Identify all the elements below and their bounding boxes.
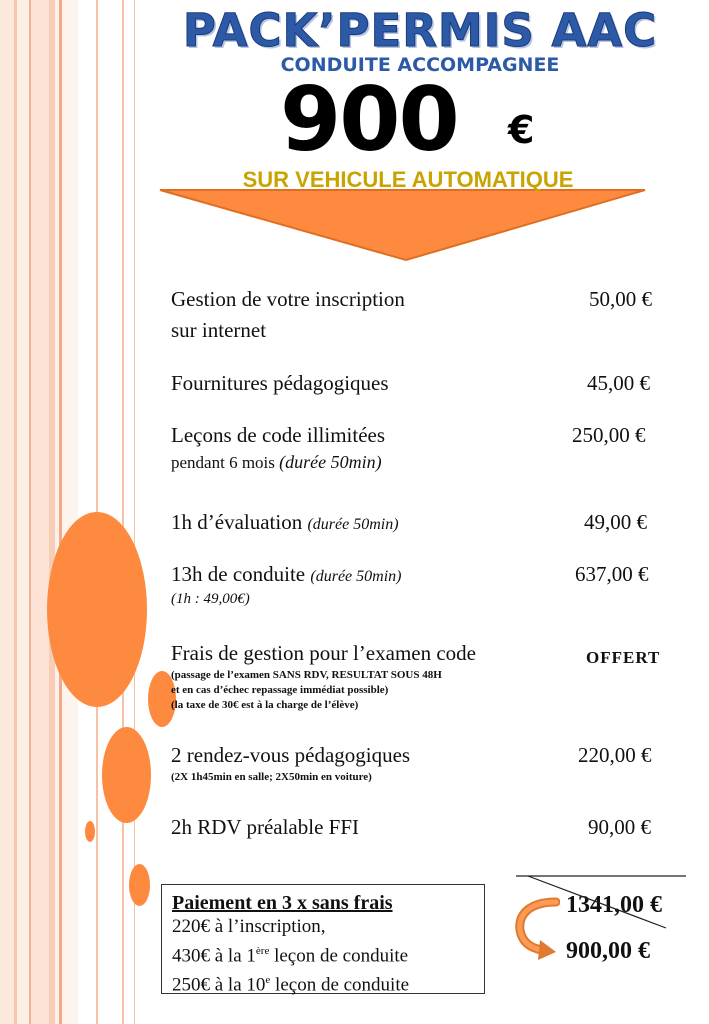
- item-amount: 250,00 €: [572, 423, 646, 447]
- headline-currency: €: [508, 108, 535, 152]
- decor-circle-medium: [102, 727, 151, 823]
- decor-stripe: [0, 0, 14, 1024]
- decor-stripe: [62, 0, 78, 1024]
- item-label-text: 13h de conduite: [171, 562, 306, 586]
- decor-stripe: [31, 0, 49, 1024]
- item-sublabel: [171, 451, 382, 474]
- payment-line-text: 250€ à la 10: [172, 974, 266, 996]
- payment-line: [172, 939, 474, 968]
- item-amount: 637,00 €: [575, 562, 649, 586]
- payment-title: Paiement en 3 x sans frais: [172, 892, 393, 914]
- item-detail: (passage de l’examen SANS RDV, RESULTAT SOUS 48H: [171, 669, 442, 681]
- item-amount-offered: OFFERT: [586, 648, 661, 667]
- item-label: Leçons de code illimitées: [171, 423, 386, 447]
- item-amount: 90,00 €: [588, 815, 651, 839]
- item-label: [171, 507, 399, 540]
- vehicle-type: SUR VEHICULE AUTOMATIQUE: [242, 167, 574, 192]
- item-label: 2h RDV préalable FFI: [171, 815, 360, 839]
- item-label-text: 1h d’évaluation: [171, 510, 303, 534]
- item-note: (1h : 49,00€): [171, 591, 250, 607]
- payment-line-sup: ère: [255, 945, 270, 957]
- item-amount: 49,00 €: [584, 510, 647, 534]
- page-title: PACK’PERMIS AAC: [182, 4, 658, 57]
- item-label: Frais de gestion pour l’examen code: [171, 641, 476, 665]
- decor-stripe: [17, 0, 29, 1024]
- item-amount: 50,00 €: [589, 287, 652, 311]
- payment-line-sup: e: [265, 974, 271, 987]
- item-detail: et en cas d’échec repassage immédiat possible): [171, 684, 389, 696]
- payment-line: 220€ à l’inscription,: [172, 916, 326, 937]
- payment-line-text: leçon de conduite: [269, 945, 409, 967]
- item-sublabel-text: pendant 6 mois: [171, 453, 275, 472]
- item-label: Fournitures pédagogiques: [171, 371, 389, 395]
- item-label: 2 rendez-vous pédagogiques: [171, 743, 411, 767]
- decor-circle-large: [47, 512, 147, 707]
- item-duration: (durée 50min): [279, 452, 382, 472]
- item-label-cont: sur internet: [171, 318, 267, 342]
- payment-line-text: 430€ à la 1: [172, 945, 256, 967]
- old-total-price: 1341,00 €: [566, 892, 662, 918]
- item-amount: 220,00 €: [578, 743, 652, 767]
- page-subtitle: CONDUITE ACCOMPAGNEE: [280, 54, 560, 76]
- curved-arrow-icon: [512, 896, 560, 962]
- item-duration: (durée 50min): [307, 516, 399, 533]
- decor-circle-small-2: [129, 864, 150, 906]
- headline-price: 900: [280, 68, 458, 171]
- decor-circle-tiny: [85, 821, 95, 842]
- item-detail: (la taxe de 30€ est à la charge de l’élève): [171, 699, 359, 711]
- item-detail: (2X 1h45min en salle; 2X50min en voiture): [171, 771, 372, 783]
- down-arrow-banner: [158, 186, 648, 264]
- item-duration: (durée 50min): [310, 568, 402, 585]
- item-amount: 45,00 €: [587, 371, 650, 395]
- new-total-price: 900,00 €: [566, 938, 650, 964]
- payment-line: [172, 968, 474, 997]
- payment-box: [161, 884, 485, 994]
- decor-stripe: [122, 0, 124, 1024]
- payment-line-text: leçon de conduite: [270, 974, 410, 996]
- item-label: Gestion de votre inscription: [171, 287, 405, 311]
